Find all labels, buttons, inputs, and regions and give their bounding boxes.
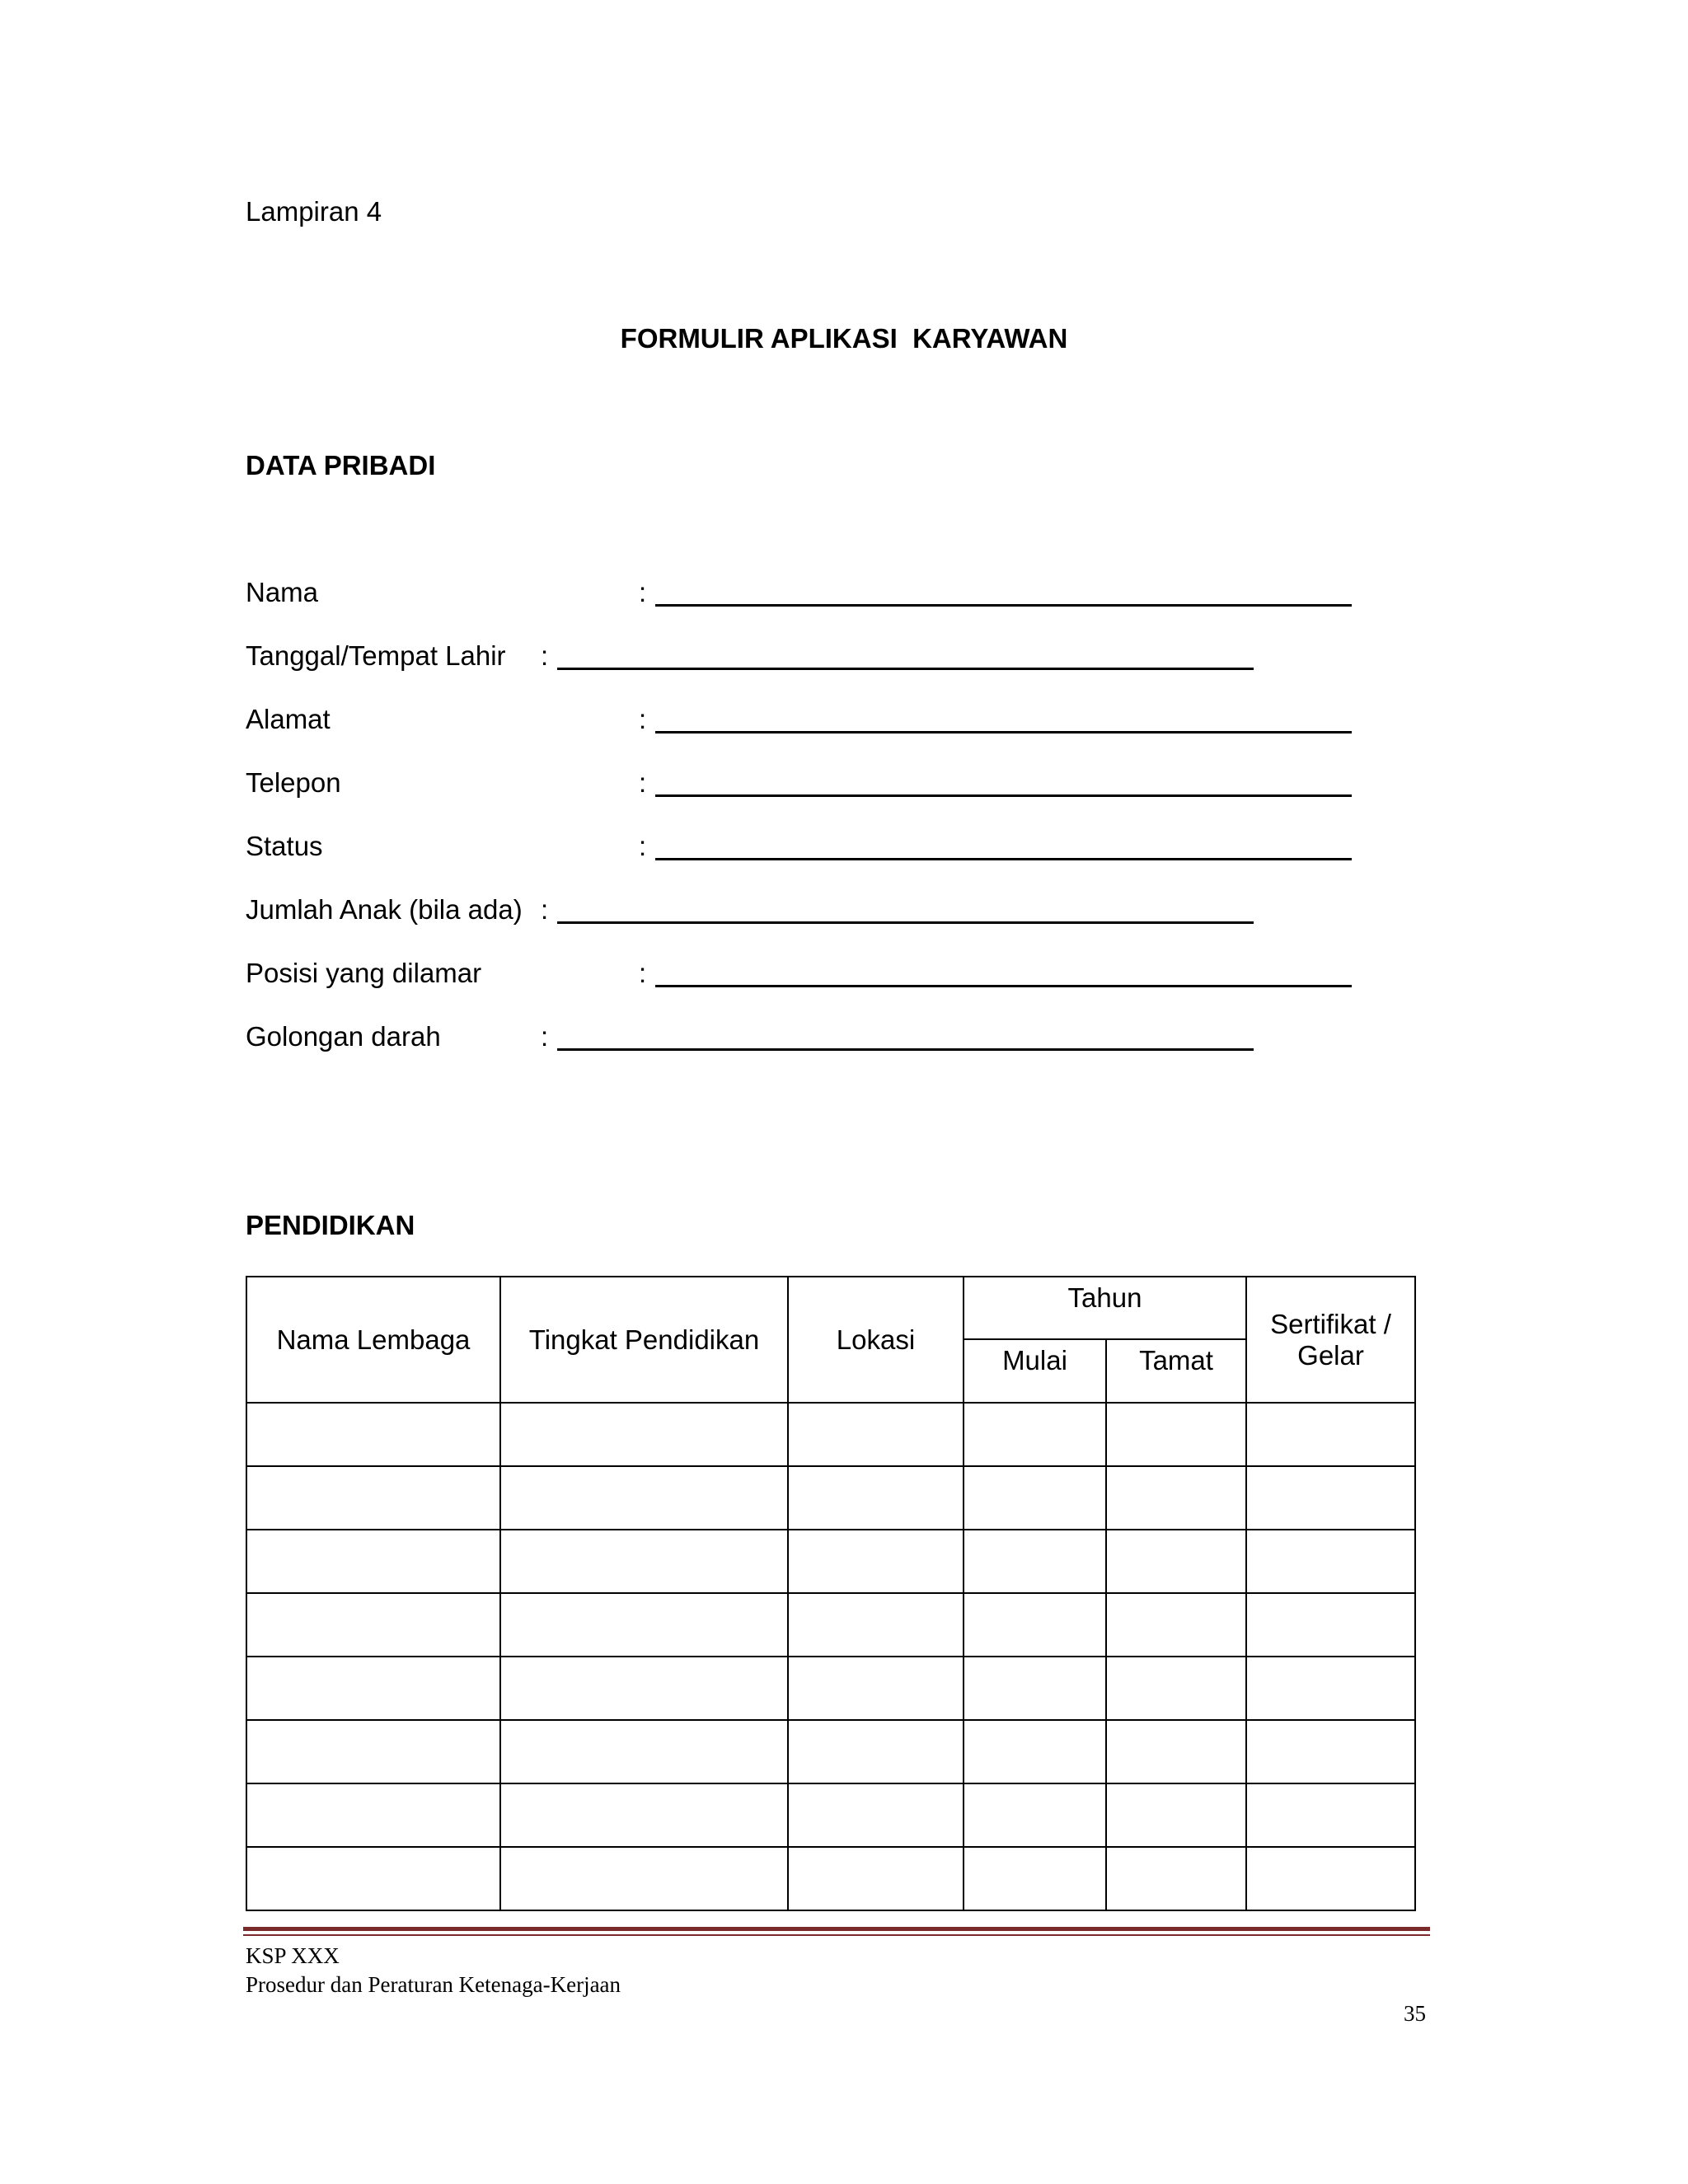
column-header-location: Lokasi: [788, 1277, 964, 1403]
field-line-telepon[interactable]: [655, 794, 1352, 797]
table-row: [246, 1403, 1415, 1466]
page-number: 35: [1404, 2001, 1426, 2026]
table-cell[interactable]: [788, 1847, 964, 1910]
field-label-telepon: Telepon: [246, 767, 341, 798]
table-cell[interactable]: [500, 1847, 788, 1910]
field-label-jumlah-anak: Jumlah Anak (bila ada): [246, 894, 523, 925]
table-cell[interactable]: [500, 1783, 788, 1847]
field-label-golongan-darah: Golongan darah: [246, 1021, 441, 1052]
table-cell[interactable]: [1106, 1720, 1246, 1783]
table-cell[interactable]: [500, 1466, 788, 1530]
education-table: [246, 1276, 1416, 1911]
field-colon: :: [639, 767, 647, 798]
column-header-level: Tingkat Pendidikan: [500, 1277, 788, 1403]
field-colon: :: [541, 640, 549, 671]
table-cell[interactable]: [500, 1530, 788, 1593]
table-row: [246, 1847, 1415, 1910]
table-cell[interactable]: [788, 1720, 964, 1783]
table-cell[interactable]: [1246, 1657, 1415, 1720]
table-cell[interactable]: [1106, 1783, 1246, 1847]
table-row: [246, 1593, 1415, 1657]
table-cell[interactable]: [1106, 1593, 1246, 1657]
table-cell[interactable]: [246, 1403, 500, 1466]
table-row: [246, 1657, 1415, 1720]
table-cell[interactable]: [246, 1657, 500, 1720]
table-cell[interactable]: [788, 1403, 964, 1466]
table-cell[interactable]: [246, 1593, 500, 1657]
field-line-posisi[interactable]: [655, 985, 1352, 987]
personal-data-heading: DATA PRIBADI: [246, 450, 436, 480]
table-cell[interactable]: [1106, 1466, 1246, 1530]
table-cell[interactable]: [964, 1657, 1106, 1720]
field-line-nama[interactable]: [655, 604, 1352, 607]
table-cell[interactable]: [1246, 1720, 1415, 1783]
table-row: [246, 1530, 1415, 1593]
table-cell[interactable]: [964, 1403, 1106, 1466]
column-header-year-start: Mulai: [964, 1339, 1106, 1403]
table-cell[interactable]: [500, 1593, 788, 1657]
field-colon: :: [639, 577, 647, 607]
table-cell[interactable]: [1106, 1657, 1246, 1720]
table-cell[interactable]: [964, 1720, 1106, 1783]
table-row: [246, 1720, 1415, 1783]
table-cell[interactable]: [1106, 1403, 1246, 1466]
table-cell[interactable]: [246, 1720, 500, 1783]
column-header-year-end: Tamat: [1106, 1339, 1246, 1403]
field-colon: :: [639, 704, 647, 734]
table-cell[interactable]: [1246, 1403, 1415, 1466]
education-heading: PENDIDIKAN: [246, 1210, 415, 1240]
column-header-year: Tahun: [964, 1277, 1246, 1339]
field-line-alamat[interactable]: [655, 731, 1352, 733]
table-cell[interactable]: [964, 1466, 1106, 1530]
table-cell[interactable]: [246, 1466, 500, 1530]
table-cell[interactable]: [1106, 1847, 1246, 1910]
field-label-posisi: Posisi yang dilamar: [246, 958, 482, 988]
field-label-nama: Nama: [246, 577, 319, 607]
table-cell[interactable]: [1246, 1593, 1415, 1657]
footer-organization: KSP XXX: [246, 1943, 340, 1968]
table-cell[interactable]: [1246, 1783, 1415, 1847]
field-label-status: Status: [246, 831, 323, 861]
field-colon: :: [639, 958, 647, 988]
table-cell[interactable]: [1246, 1847, 1415, 1910]
table-cell[interactable]: [964, 1593, 1106, 1657]
table-cell[interactable]: [964, 1847, 1106, 1910]
table-row: [246, 1783, 1415, 1847]
table-cell[interactable]: [788, 1657, 964, 1720]
field-line-tanggal-tempat-lahir[interactable]: [557, 668, 1254, 670]
table-cell[interactable]: [788, 1530, 964, 1593]
education-table-body: [246, 1403, 1415, 1910]
table-cell[interactable]: [964, 1783, 1106, 1847]
field-label-tanggal-tempat-lahir: Tanggal/Tempat Lahir: [246, 640, 506, 671]
table-cell[interactable]: [788, 1593, 964, 1657]
table-cell[interactable]: [500, 1720, 788, 1783]
table-cell[interactable]: [246, 1530, 500, 1593]
form-title: FORMULIR APLIKASI KARYAWAN: [620, 323, 1068, 354]
table-cell[interactable]: [1106, 1530, 1246, 1593]
table-cell[interactable]: [1246, 1466, 1415, 1530]
field-label-alamat: Alamat: [246, 704, 331, 734]
field-colon: :: [541, 894, 549, 925]
table-cell[interactable]: [1246, 1530, 1415, 1593]
table-cell[interactable]: [500, 1657, 788, 1720]
footer-subtitle: Prosedur dan Peraturan Ketenaga-Kerjaan: [246, 1972, 621, 1997]
attachment-label: Lampiran 4: [246, 196, 382, 227]
field-line-jumlah-anak[interactable]: [557, 921, 1254, 924]
field-colon: :: [639, 831, 647, 861]
table-cell[interactable]: [788, 1466, 964, 1530]
table-header-row: [246, 1277, 1415, 1339]
table-cell[interactable]: [246, 1783, 500, 1847]
field-colon: :: [541, 1021, 549, 1052]
table-cell[interactable]: [788, 1783, 964, 1847]
footer-rule-thin: [243, 1934, 1430, 1936]
column-header-certificate: Sertifikat / Gelar: [1246, 1277, 1415, 1403]
field-line-status[interactable]: [655, 858, 1352, 860]
field-line-golongan-darah[interactable]: [557, 1048, 1254, 1051]
column-header-institution: Nama Lembaga: [246, 1277, 500, 1403]
table-cell[interactable]: [246, 1847, 500, 1910]
table-cell[interactable]: [500, 1403, 788, 1466]
footer-rule: [243, 1927, 1430, 1931]
table-cell[interactable]: [964, 1530, 1106, 1593]
table-row: [246, 1466, 1415, 1530]
